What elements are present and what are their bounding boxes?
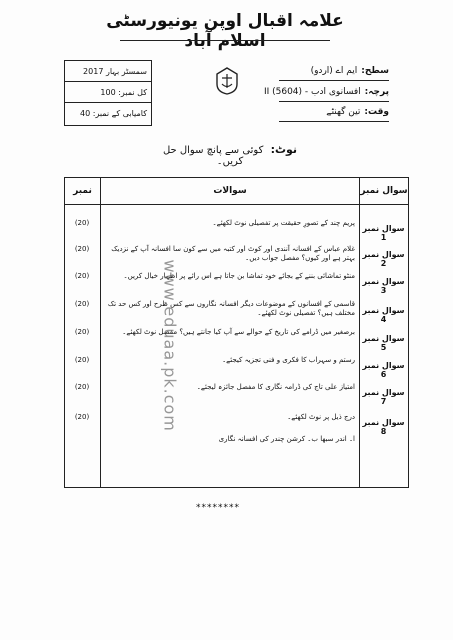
- instruction-note: [160, 143, 300, 167]
- question-marks: (20): [74, 272, 90, 280]
- question-text: غلام عباس کے افسانہ آنندی اور کوٹ اور کتبہ میں سے کون سا افسانہ آپ کے نزدیک بہتر ہے اور کیوں؟ مفصل جواب دیں۔: [111, 245, 355, 262]
- total-marks: کل نمبر: 100: [100, 87, 147, 97]
- questions-table: [64, 177, 409, 488]
- level-rule: [279, 80, 389, 81]
- total-marks-row: [65, 82, 151, 103]
- question-number: سوال نمبر 5: [362, 334, 405, 352]
- question-number: سوال نمبر 7: [362, 388, 405, 406]
- paper-value: افسانوی ادب - II (5604): [263, 87, 361, 97]
- time-label: وقت:: [364, 107, 389, 117]
- university-title: علامہ اقبال اوپن یونیورسٹی اسلام آباد: [106, 11, 344, 51]
- title-underline: [120, 40, 330, 41]
- question-text: برصغیر میں ڈرامے کی تاریخ کے حوالے سے آپ کیا جانتے ہیں؟ مفصل نوٹ لکھئے۔: [122, 328, 355, 336]
- header-marks: نمبر: [73, 186, 92, 196]
- time-line: [326, 107, 389, 117]
- question-text: منٹو تماشائی بننے کے بجائے خود تماشا بن جاتا ہے اس رائے پر اظہار خیال کریں۔: [123, 272, 355, 280]
- semester-label: سمسٹر بہار 2017: [83, 66, 147, 76]
- question-marks: (20): [74, 383, 90, 391]
- question-text: درج ذیل پر نوٹ لکھئے۔: [287, 413, 355, 421]
- end-stars: ********: [196, 503, 240, 513]
- question-number: سوال نمبر 1: [362, 224, 405, 242]
- question-text: قاسمی کے افسانوں کے موضوعات دیگر افسانہ نگاروں سے کس طرح اور کس حد تک مختلف ہیں؟ تفصیلی نوٹ لکھئے۔: [107, 300, 355, 317]
- level-value: ایم اے (اردو): [310, 66, 358, 76]
- question-marks: (20): [74, 413, 90, 421]
- university-logo-icon: [213, 66, 241, 96]
- time-value: تین گھنٹے: [326, 107, 361, 117]
- header-divider: [65, 204, 408, 205]
- question-number: سوال نمبر 3: [362, 277, 405, 295]
- marks-column-divider: [100, 178, 101, 487]
- paper-label: پرچہ:: [364, 87, 389, 97]
- question-subparts: ا۔ اندر سبھا ب۔ کرشن چندر کی افسانہ نگاری: [218, 435, 355, 443]
- question-number: سوال نمبر 2: [362, 250, 405, 268]
- level-label: سطح:: [361, 66, 389, 76]
- question-text: پریم چند کے تصورِ حقیقت پر تفصیلی نوٹ لکھئے۔: [212, 219, 355, 227]
- header-questions: سوالات: [213, 186, 247, 196]
- question-marks: (20): [74, 328, 90, 336]
- time-rule: [279, 121, 389, 122]
- passing-marks-row: [65, 103, 151, 124]
- note-text: کوئی سے پانچ سوال حل کریں۔: [162, 145, 264, 167]
- paper-line: [264, 87, 389, 97]
- question-text: رستم و سہراب کا فکری و فنی تجزیہ کیجئے۔: [222, 356, 355, 364]
- semester-row: [65, 61, 151, 82]
- header-qno: سوال نمبر: [360, 186, 408, 196]
- watermark: www.eduaa.pk.com: [160, 259, 180, 432]
- question-number: سوال نمبر 6: [362, 361, 405, 379]
- question-text: امتیاز علی تاج کی ڈرامہ نگاری کا مفصل جائزہ لیجئے۔: [196, 383, 355, 391]
- question-marks: (20): [74, 219, 90, 227]
- note-label: نوٹ:: [270, 143, 298, 156]
- question-marks: (20): [74, 245, 90, 253]
- passing-marks: کامیابی کے نمبر: 40: [80, 109, 147, 118]
- level-line: [311, 66, 389, 76]
- exam-info-box: [64, 60, 152, 126]
- question-number: سوال نمبر 4: [362, 306, 405, 324]
- question-marks: (20): [74, 356, 90, 364]
- question-marks: (20): [74, 300, 90, 308]
- paper-rule: [279, 101, 389, 102]
- question-number: سوال نمبر 8: [362, 418, 405, 436]
